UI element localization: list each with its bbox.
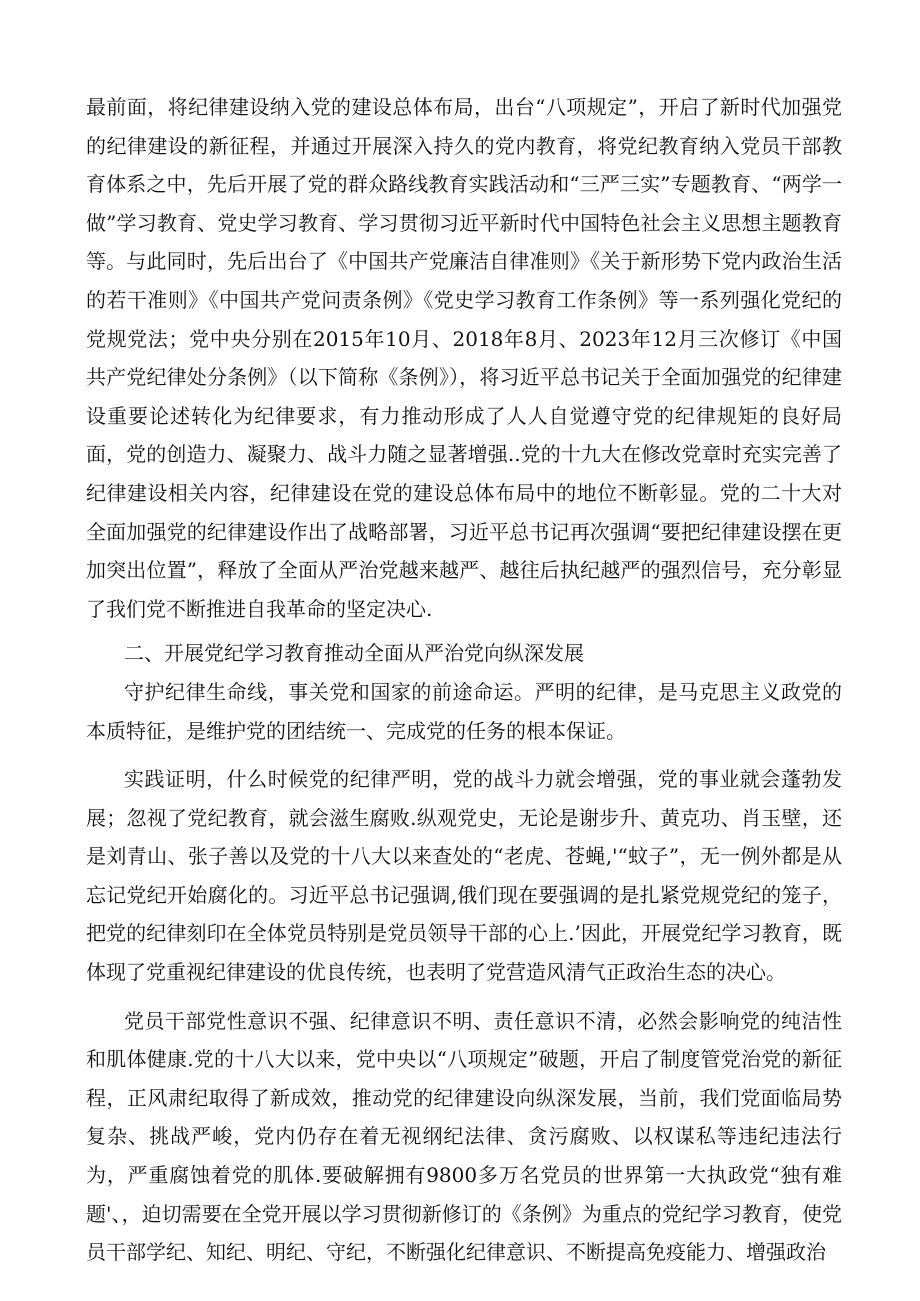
paragraph-practice-proves: 实践证明，什么时候党的纪律严明，党的战斗力就会增强，党的事业就会蓬勃发展；忽视了党纪教育，就会滋生腐败.纵观党史，无论是谢步升、黄克功、肖玉壁，还是刘青山、张子善以及党的十八大以来查处的“老虎、苍蝇,'“蚊子”，无一例外都是从忘记党纪开始腐化的。习近平总书记强调,俄们现在要强调的是扎紧党规党纪的笼子，把党的纪律刻印在全体党员特别是党员领导干部的心上.’因此，开展党纪学习教育，既体现了党重视纪律建设的优良传统，也表明了党营造风清气正政治生态的决心。 <box>86 767 842 985</box>
document-body <box>86 88 842 1272</box>
paragraph-discipline-history: 最前面，将纪律建设纳入党的建设总体布局，出台“八项规定”，开启了新时代加强党的纪律建设的新征程，并通过开展深入持久的党内教育，将党纪教育纳入党员干部教育体系之中，先后开展了党的群众路线教育实践活动和“三严三实”专题教育、“两学一做”学习教育、党史学习教育、学习贯彻习近平新时代中国特色社会主义思想主题教育等。与此同时，先后出台了《中国共产党廉洁自律准则》《关于新形势下党内政治生活的若干准则》《中国共产党问责条例》《党史学习教育工作条例》等一系列强化党纪的党规党法；党中央分别在2015年10月、2018年8月、2023年12月三次修订《中国共产党纪律处分条例》（以下简称《条例》），将习近平总书记关于全面加强党的纪律建设重要论述转化为纪律要求，有力推动形成了人人自觉遵守党的纪律规矩的良好局面，党的创造力、凝聚力、战斗力随之显著增强..党的十九大在修改党章时充实完善了纪律建设相关内容，纪律建设在党的建设总体布局中的地位不断彰显。党的二十大对全面加强党的纪律建设作出了战略部署，习近平总书记再次强调“要把纪律建设摆在更加突出位置”，释放了全面从严治党越来越严、越往后执纪越严的强烈信号，充分彰显了我们党不断推进自我革命的坚定决心. <box>86 95 842 621</box>
section-heading: 二、开展党纪学习教育推动全面从严治党向纵深发展 <box>124 641 584 666</box>
paragraph-lifeline: 守护纪律生命线，事关党和国家的前途命运。严明的纪律，是马克思主义政党的本质特征，是维护党的团结统一、完成党的任务的根本保证。 <box>86 679 842 743</box>
paragraph-party-members: 党员干部党性意识不强、纪律意识不明、责任意识不清，必然会影响党的纯洁性和肌体健康.党的十八大以来，党中央以“八项规定”破题，开启了制度管党治党的新征程，正风肃纪取得了新成效，推动党的纪律建设向纵深发展，当前，我们党面临局势复杂、挑战严峻，党内仍存在着无视纲纪法律、贪污腐败、以权谋私等违纪违法行为，严重腐蚀着党的肌体.要破解拥有9800多万名党员的世界第一大执政党“独有难题'、，迫切需要在全党开展以学习贯彻新修订的《条例》为重点的党纪学习教育，使党员干部学纪、知纪、明纪、守纪，不断强化纪律意识、不断提高免疫能力、增强政治 <box>86 1008 842 1265</box>
